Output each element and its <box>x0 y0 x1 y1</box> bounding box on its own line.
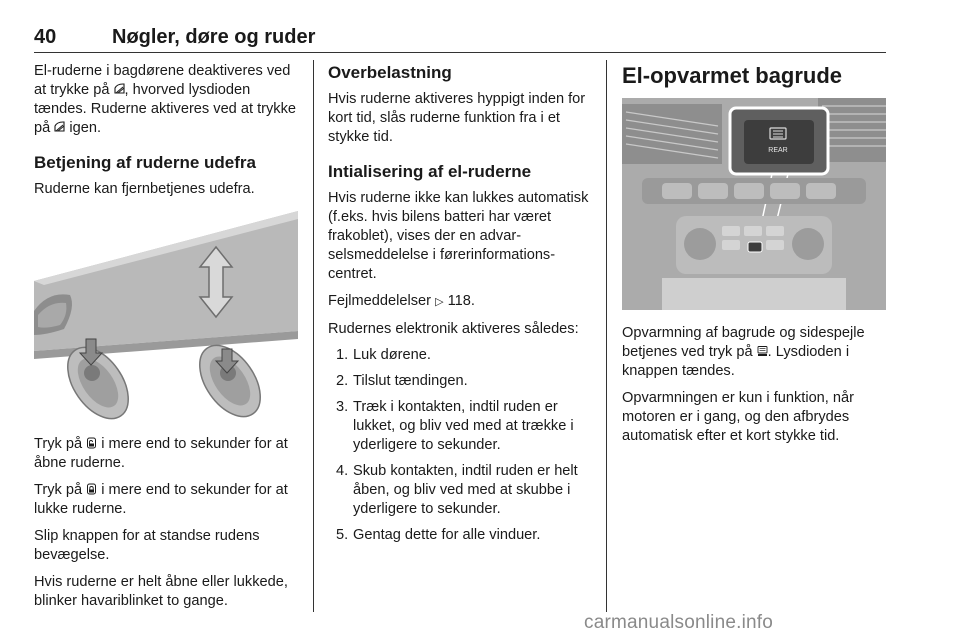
page-title: Nøgler, døre og ruder <box>112 26 316 48</box>
page-number: 40 <box>34 26 57 48</box>
remote-key-window-illustration <box>34 211 298 421</box>
rear-heater-icon <box>757 345 768 357</box>
paragraph <box>328 292 590 312</box>
column-divider <box>313 60 314 612</box>
text: 118. <box>443 293 475 309</box>
rear-window-heater-illustration <box>622 98 886 310</box>
step-text: Tilslut tændingen. <box>353 373 468 389</box>
column-middle <box>328 62 590 545</box>
step-text: Skub kontakten, indtil ruden er helt åben, og bliv ved med at skubbe i yderligere to sekunder. <box>353 463 578 517</box>
list-item <box>328 398 590 455</box>
page-reference-arrow-icon: ▷ <box>435 296 444 308</box>
text: igen. <box>65 120 101 136</box>
paragraph: Opvarmningen er kun i funktion, når motoren er i gang, og den afbrydes automatisk efter et kort stykke tid. <box>622 390 855 444</box>
step-number: 3. <box>336 399 349 415</box>
page-header <box>34 26 886 52</box>
paragraph <box>622 324 886 381</box>
column-right <box>622 62 886 446</box>
steps-list <box>328 346 590 545</box>
text: Opvarmning af bagrude og sidespejle betjenes ved tryk på <box>622 325 865 360</box>
section-heading: Overbelastning <box>328 63 452 82</box>
text: Tryk på <box>34 436 87 452</box>
header-rule <box>34 52 886 53</box>
step-number: 4. <box>336 463 349 479</box>
window-lock-icon <box>114 83 125 95</box>
step-number: 2. <box>336 373 349 389</box>
window-lock-icon <box>54 121 65 133</box>
step-text: Luk dørene. <box>353 347 431 363</box>
paragraph: Hvis ruderne er helt åbne eller lukkede, blinker havariblinket to gange. <box>34 574 288 609</box>
text: Fejlmeddelelser <box>328 293 436 309</box>
list-item <box>328 526 590 545</box>
text: Tryk på <box>34 482 87 498</box>
text: . Lysdioden i knappen tændes. <box>622 344 850 379</box>
paragraph: Hvis ruderne ikke kan lukkes automatisk (f.eks. hvis bilens batteri har været frakoblet), vises der en advarselsmeddelelse i førerinformationscentret. <box>328 190 589 282</box>
paragraph: Ruderne kan fjernbetjenes udefra. <box>34 181 255 197</box>
step-number: 1. <box>336 347 349 363</box>
rear-button-label: REAR <box>768 147 788 154</box>
list-item <box>328 462 590 519</box>
list-item <box>328 372 590 391</box>
step-text: Træk i kontakten, indtil ruden er lukket, og bliv ved med at trække i yderligere to sekunder. <box>353 399 574 453</box>
step-text: Gentag dette for alle vinduer. <box>353 527 541 543</box>
paragraph: Rudernes elektronik aktiveres således: <box>328 321 579 337</box>
key-unlock-icon <box>86 437 97 449</box>
step-number: 5. <box>336 527 349 543</box>
text: i mere end to sekunder for at lukke ruderne. <box>34 482 288 517</box>
column-divider <box>606 60 607 612</box>
paragraph <box>34 62 300 138</box>
paragraph <box>34 481 300 519</box>
column-left <box>34 62 300 611</box>
text: i mere end to sekunder for at åbne ruderne. <box>34 436 288 471</box>
text: , hvorved lysdioden tændes. Ruderne aktiveres ved at trykke på <box>34 82 297 136</box>
section-title: El-opvarmet bagrude <box>622 63 843 88</box>
paragraph: Hvis ruderne aktiveres hyppigt inden for kort tid, slås ruderne funktion fra i et stykke tid. <box>328 91 586 145</box>
list-item <box>328 346 590 365</box>
paragraph: Slip knappen for at standse rudens bevægelse. <box>34 528 260 563</box>
paragraph <box>34 435 300 473</box>
text: El-ruderne i bagdørene deaktiveres ved at trykke på <box>34 63 291 98</box>
section-heading: Intialisering af el-ruderne <box>328 162 532 181</box>
watermark: carmanualsonline.info <box>584 612 774 633</box>
key-lock-icon <box>86 483 97 495</box>
section-heading: Betjening af ruderne udefra <box>34 153 256 172</box>
